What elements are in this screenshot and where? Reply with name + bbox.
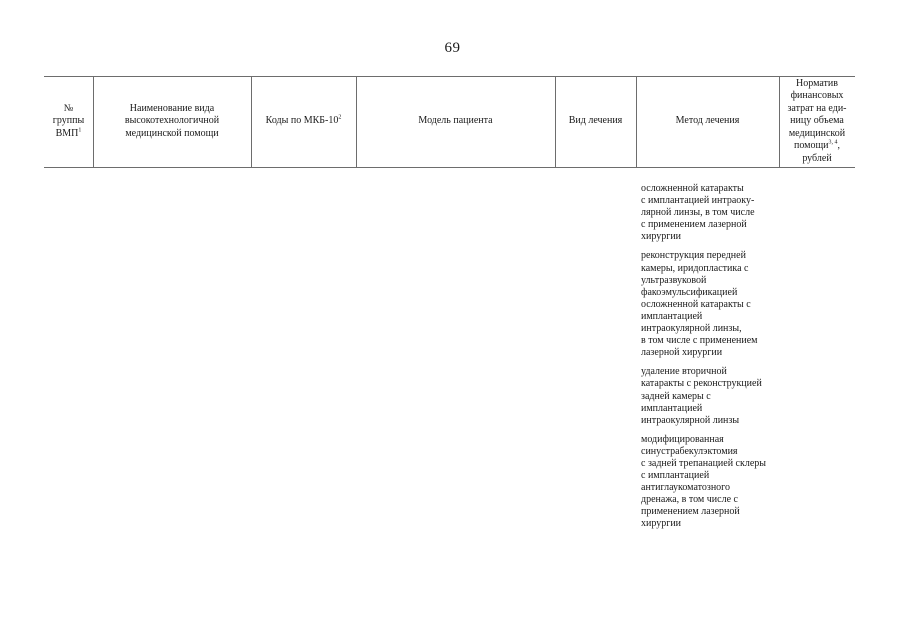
- header-cost-standard-line: ницу объема: [790, 115, 844, 127]
- method-line: осложненной катаракты с: [641, 298, 751, 310]
- method-line: с имплантацией интраоку-: [641, 195, 755, 207]
- header-patient-model-text: Модель пациента: [418, 115, 493, 127]
- header-cost-standard-line: помощи$^{3, 4}$,: [793, 139, 841, 152]
- footnote-ref: 1: [78, 127, 82, 134]
- method-line: с задней трепанацией склеры: [641, 457, 767, 469]
- header-icd-codes-text: Коды по МКБ-$10^2$: [265, 114, 342, 127]
- header-cost-standard: [779, 76, 855, 167]
- method-line: синустрабекулэктомия: [641, 445, 738, 457]
- header-care-type: [93, 76, 251, 167]
- treatment-method-item: [641, 366, 783, 426]
- footnote-ref: 2: [338, 114, 342, 121]
- method-line: камеры, иридопластика с: [641, 262, 749, 274]
- header-cost-standard-line: Норматив: [796, 77, 838, 89]
- treatment-method-item: [641, 183, 783, 243]
- header-group-number: [44, 76, 93, 167]
- method-line: хирургии: [641, 231, 682, 243]
- header-group-number-line: №: [63, 102, 74, 114]
- header-patient-model: [356, 76, 555, 167]
- method-line: применением лазерной: [641, 506, 740, 518]
- method-line: факоэмульсификацией: [641, 286, 738, 298]
- method-line: реконструкция передней: [641, 250, 746, 262]
- header-treatment-method: [636, 76, 779, 167]
- method-line: лярной линзы, в том числе: [641, 207, 755, 219]
- method-line: с применением лазерной: [641, 219, 747, 231]
- method-line: имплантацией: [641, 310, 703, 322]
- method-line: с имплантацией: [641, 470, 710, 482]
- method-line: задней камеры с: [641, 390, 711, 402]
- table-header-bottom-border: [44, 167, 855, 168]
- method-line: лазерной хирургии: [641, 347, 723, 359]
- method-line: хирургии: [641, 518, 682, 530]
- header-group-number-line: ВМП$^1$: [55, 127, 82, 139]
- header-icd-codes: [251, 76, 356, 167]
- treatment-method-item: [641, 250, 783, 359]
- header-treatment-type-text: Вид лечения: [568, 115, 623, 127]
- header-cost-standard-line: медицинской: [788, 127, 846, 139]
- header-cost-standard-line: затрат на еди-: [787, 102, 847, 114]
- header-care-type-line: Наименование вида: [129, 102, 215, 114]
- header-group-number-line: группы: [52, 115, 85, 127]
- method-line: интраокулярной линзы,: [641, 323, 742, 335]
- method-line: модифицированная: [641, 433, 724, 445]
- method-line: катаракты с реконструкцией: [641, 378, 762, 390]
- header-care-type-line: высокотехнологичной: [124, 115, 220, 127]
- header-treatment-type: [555, 76, 636, 167]
- page-number: 69: [444, 40, 461, 56]
- method-line: удаление вторичной: [641, 366, 727, 378]
- header-cost-standard-line: рублей: [802, 152, 832, 164]
- header-cost-standard-line: финансовых: [790, 90, 844, 102]
- footnote-ref: 3, 4: [828, 139, 838, 146]
- method-line: осложненной катаракты: [641, 183, 744, 194]
- header-care-type-line: медицинской помощи: [125, 127, 219, 139]
- method-line: интраокулярной линзы: [641, 414, 740, 426]
- method-line: ультразвуковой: [641, 274, 707, 286]
- treatment-method-item: [641, 434, 783, 531]
- method-line: в том числе с применением: [641, 335, 758, 347]
- treatment-method-column: [641, 183, 783, 538]
- header-treatment-method-text: Метод лечения: [675, 115, 740, 127]
- method-line: антиглаукоматозного: [641, 482, 731, 494]
- method-line: дренажа, в том числе с: [641, 494, 738, 506]
- method-line: имплантацией: [641, 402, 703, 414]
